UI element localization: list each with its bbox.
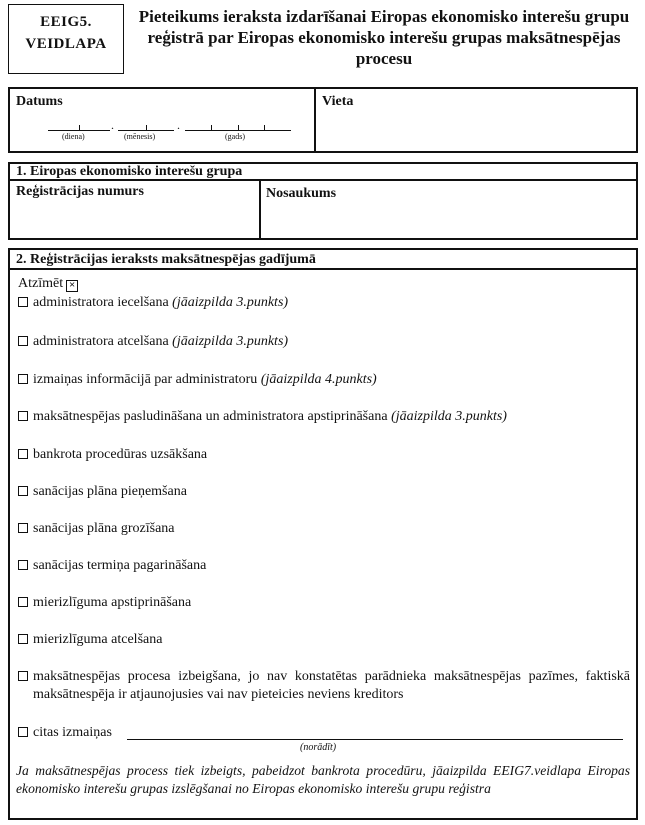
date-dot: . (177, 118, 180, 132)
year-tick (211, 125, 212, 131)
month-label: (mēnesis) (124, 132, 156, 141)
option-text: mierizlīguma atcelšana (33, 632, 163, 647)
option-settlement-approval[interactable] (18, 594, 191, 612)
option-administrator-appointment[interactable] (18, 294, 288, 312)
option-text: sanācijas plāna pieņemšana (33, 484, 187, 499)
section2-title-rule (9, 268, 637, 270)
option-text: sanācijas plāna grozīšana (33, 521, 175, 536)
option-recovery-plan-adoption[interactable] (18, 483, 187, 501)
option-text: mierizlīguma apstiprināšana (33, 595, 192, 610)
specify-label: (norādīt) (300, 742, 337, 753)
option-recovery-plan-amendment[interactable] (18, 520, 175, 538)
option-note: (jāaizpilda 3.punkts) (391, 409, 507, 424)
option-settlement-cancellation[interactable] (18, 631, 162, 649)
checkbox-icon[interactable] (18, 486, 28, 496)
date-place-divider (314, 88, 316, 152)
option-text: administratora atcelšana (33, 334, 169, 349)
checkbox-icon[interactable] (18, 523, 28, 533)
name-field[interactable] (264, 204, 634, 236)
reg-number-field[interactable] (14, 202, 254, 236)
mark-instruction (18, 276, 78, 292)
reg-number-label: Reģistrācijas numurs (16, 184, 144, 199)
day-label: (diena) (62, 132, 85, 141)
option-other-changes[interactable] (18, 724, 112, 742)
section2-title: 2. Reģistrācijas ieraksts maksātnespējas gadījumā (16, 252, 316, 267)
option-text: bankrota procedūras uzsākšana (33, 447, 208, 462)
checkbox-icon[interactable] (18, 727, 28, 737)
date-dot: . (111, 118, 114, 132)
form-title: Pieteikums ieraksta izdarīšanai Eiropas ekonomisko interešu grupu reģistrā par Eiropas ekonomisko interešu grupas maksātnespējas procesu (138, 7, 630, 68)
other-changes-field[interactable] (127, 739, 623, 740)
checkbox-icon[interactable] (18, 336, 28, 346)
footer-note: Ja maksātnespējas process tiek izbeigts, pabeidzot bankrota procedūru, jāaizpilda EEIG7.veidlapa Eiropas ekonomisko interešu grupas izslēgšanai no Eiropas ekonomisko interešu grupu reģistra (16, 763, 630, 796)
checkbox-icon[interactable] (18, 297, 28, 307)
checkbox-icon[interactable] (18, 374, 28, 384)
option-administrator-dismissal[interactable] (18, 333, 288, 351)
option-text: sanācijas termiņa pagarināšana (33, 558, 207, 573)
checkbox-icon[interactable] (18, 560, 28, 570)
checkbox-icon[interactable] (18, 634, 28, 644)
year-tick (238, 125, 239, 131)
option-note: (jāaizpilda 3.punkts) (172, 334, 289, 349)
form-code-label: VEIDLAPA (25, 36, 107, 52)
option-text: maksātnespējas procesa izbeigšana, jo nav konstatētas parādnieka maksātnespējas pazīmes, faktiskā maksātnespēja ir atjaunojusies vai nav pieteicies neviens kreditors (33, 669, 630, 702)
option-note: (jāaizpilda 4.punkts) (260, 372, 377, 387)
section1-title: 1. Eiropas ekonomisko interešu grupa (16, 164, 243, 179)
option-text: izmaiņas informācijā par administratoru (33, 372, 258, 387)
place-field[interactable] (320, 112, 632, 148)
mark-label: Atzīmēt (18, 276, 64, 291)
checkbox-icon[interactable] (18, 411, 28, 421)
month-tick (146, 125, 147, 131)
option-bankruptcy-start[interactable] (18, 446, 207, 464)
option-text: administratora iecelšana (33, 295, 169, 310)
option-recovery-term-extension[interactable] (18, 557, 206, 575)
form-code-box (8, 4, 124, 74)
option-text: citas izmaiņas (33, 725, 112, 740)
day-tick (79, 125, 80, 131)
option-administrator-info-change[interactable] (18, 371, 377, 389)
year-tick (264, 125, 265, 131)
option-insolvency-termination[interactable] (18, 668, 630, 704)
option-insolvency-declaration[interactable] (18, 408, 507, 426)
checked-box-icon: × (66, 280, 78, 292)
name-label: Nosaukums (266, 186, 337, 201)
option-text: maksātnespējas pasludināšana un administratora apstiprināšana (33, 409, 388, 424)
form-code-number: EEIG5. (40, 14, 92, 30)
checkbox-icon[interactable] (18, 449, 28, 459)
date-label: Datums (16, 94, 63, 109)
section1-divider (259, 180, 261, 239)
place-label: Vieta (322, 94, 354, 109)
option-note: (jāaizpilda 3.punkts) (172, 295, 289, 310)
year-label: (gads) (225, 132, 245, 141)
checkbox-icon[interactable] (18, 597, 28, 607)
checkbox-icon[interactable] (18, 671, 28, 681)
